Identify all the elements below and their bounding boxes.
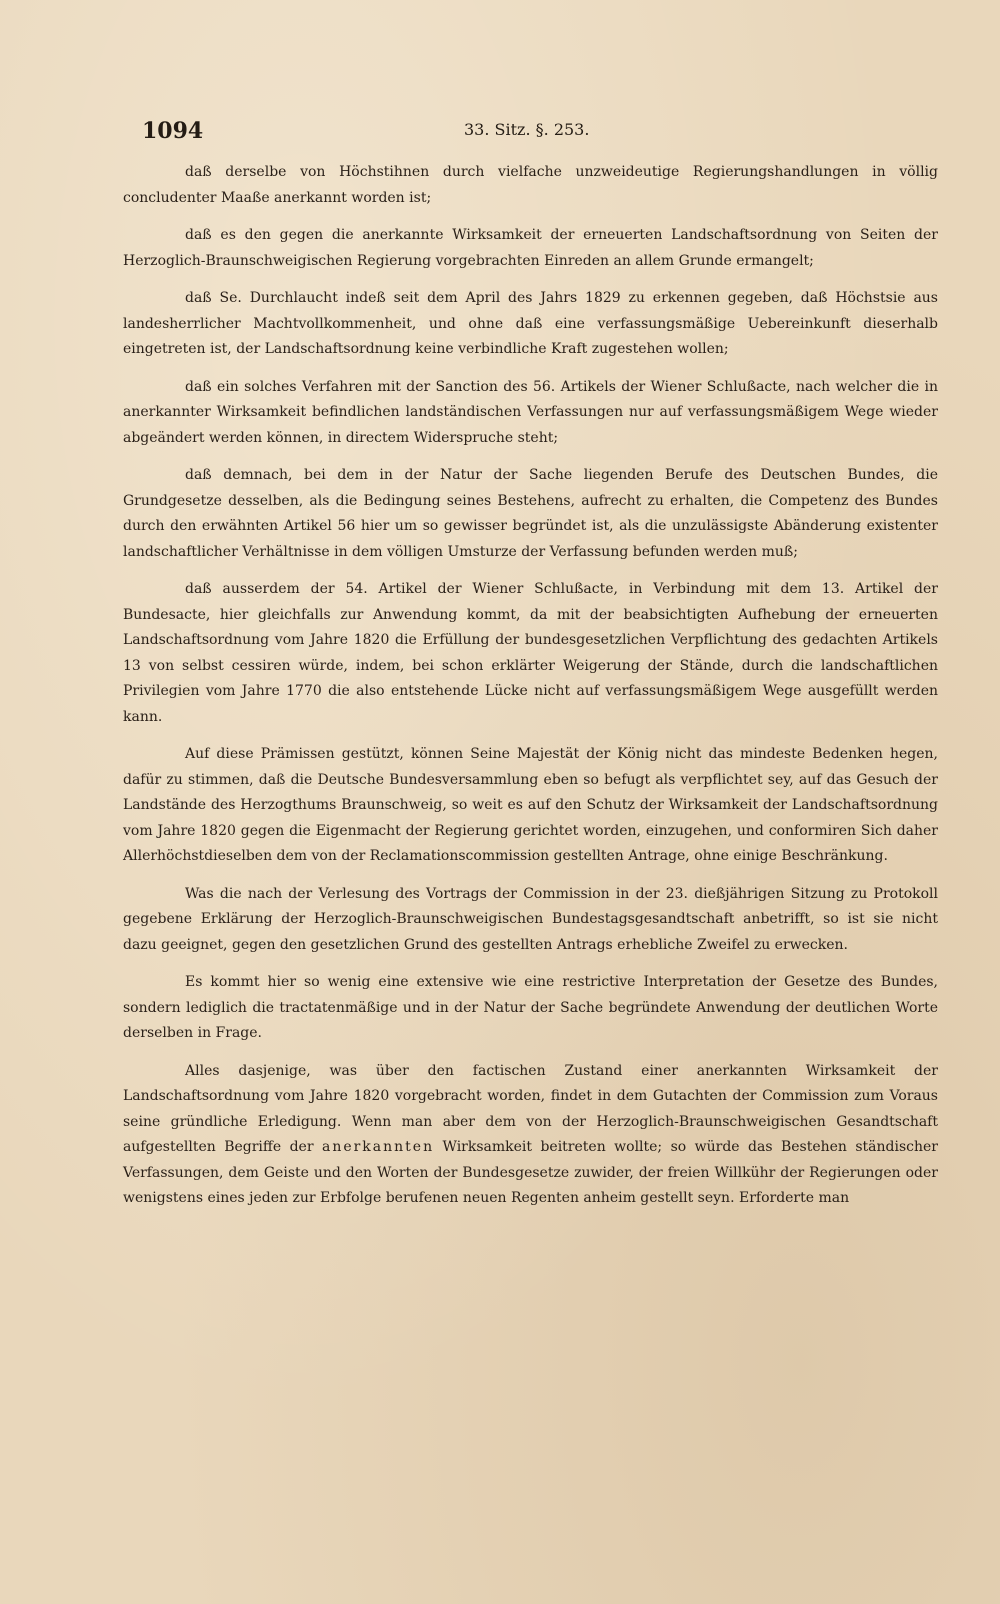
paragraph: daß ein solches Verfahren mit der Sanction des 56. Artikels der Wiener Schlußacte, nach welcher die in anerkannter Wirksamkeit befindlichen landständischen Verfassungen nur auf verfassungsmäßigem Wege wieder abgeändert werden können, in directem Widerspruche steht;: [123, 378, 938, 446]
body-text: [123, 160, 938, 1212]
page-number: 1094: [142, 118, 204, 144]
paragraph: daß Se. Durchlaucht indeß seit dem April des Jahrs 1829 zu erkennen gegeben, daß Höchstsie aus landesherrlicher Machtvollkommenheit, und ohne daß eine verfassungsmäßige Uebereinkunft dieserhalb eingetreten ist, der Landschaftsordnung keine verbindliche Kraft zugestehen wollen;: [123, 290, 938, 357]
paragraph: Was die nach der Verlesung des Vortrags der Commission in der 23. dießjährigen Sitzung zu Protokoll gegebene Erklärung der Herzoglich-Braunschweigischen Bundestagsgesandtschaft anbetrifft, so ist sie nicht dazu geeignet, gegen den gesetzlichen Grund des gestellten Antrags erhebliche Zweifel zu erwecken.: [123, 885, 938, 953]
paragraph-text: Alles dasjenige, was über den factischen Zustand einer anerkannten Wirksamkeit der Landschaftsordnung vom Jahre 1820 vorgebracht worden, findet in dem Gutachten der Commission zum Voraus seine gründliche Erledigung. Wenn man aber dem von der Herzoglich-Braunschweigischen Gesandtschaft aufgestellten Begriffe der: [123, 1062, 938, 1155]
paragraph: daß es den gegen die anerkannte Wirksamkeit der erneuerten Landschaftsordnung von Seiten der Herzoglich-Braunschweigischen Regierung vorgebrachten Einreden an allem Grunde ermangelt;: [123, 227, 938, 269]
paragraph: Es kommt hier so wenig eine extensive wie eine restrictive Interpretation der Gesetze des Bundes, sondern lediglich die tractatenmäßige und in der Natur der Sache begründete Anwendung der deutlichen Worte derselben in Frage.: [123, 974, 938, 1041]
emphasized-word: anerkannten: [321, 1139, 435, 1155]
paragraph: daß demnach, bei dem in der Natur der Sache liegenden Berufe des Deutschen Bundes, die Grundgesetze desselben, als die Bedingung seines Bestehens, aufrecht zu erhalten, die Competenz des Bundes durch den erwähnten Artikel 56 hier um so gewisser begründet ist, als die unzulässigste Abänderung existenter landschaftlicher Verhältnisse in dem völligen Umsturze der Verfassung befunden werden muß;: [123, 467, 938, 560]
paragraph: Auf diese Prämissen gestützt, können Seine Majestät der König nicht das mindeste Bedenken hegen, dafür zu stimmen, daß die Deutsche Bundesversammlung eben so befugt als verpflichtet sey, auf das Gesuch der Landstände des Herzogthums Braunschweig, so weit es auf den Schutz der Wirksamkeit der Landschaftsordnung vom Jahre 1820 gegen die Eigenmacht der Regierung gerichtet worden, einzugehen, und conformiren Sich daher Allerhöchstdieselben dem von der Reclamationscommission gestellten Antrage, ohne einige Beschränkung.: [123, 746, 938, 864]
running-head: 33. Sitz. §. 253.: [464, 120, 590, 139]
paragraph: daß derselbe von Höchstihnen durch vielfache unzweideutige Regierungshandlungen in völlig concludenter Maaße anerkannt worden ist;: [123, 164, 938, 206]
paragraph-text: Wirksamkeit beitreten wollte; so würde das Bestehen ständischer Verfassungen, dem Geiste und den Worten der Bundesgesetze zuwider, der freien Willkühr der Regierungen oder wenigstens eines jeden zur Erbfolge berufenen neuen Regenten anheim gestellt seyn. Erforderte man: [123, 1139, 939, 1206]
page-header: [142, 118, 942, 148]
paragraph-last: [123, 1059, 938, 1212]
paragraph: daß ausserdem der 54. Artikel der Wiener Schlußacte, in Verbindung mit dem 13. Artikel der Bundesacte, hier gleichfalls zur Anwendung kommt, da mit der beabsichtigten Aufhebung der erneuerten Landschaftsordnung vom Jahre 1820 die Erfüllung der bundesgesetzlichen Verpflichtung des gedachten Artikels 13 von selbst cessiren würde, indem, bei schon erklärter Weigerung der Stände, durch die landschaftlichen Privilegien vom Jahre 1770 die also entstehende Lücke nicht auf verfassungsmäßigem Wege ausgefüllt werden kann.: [123, 581, 938, 725]
